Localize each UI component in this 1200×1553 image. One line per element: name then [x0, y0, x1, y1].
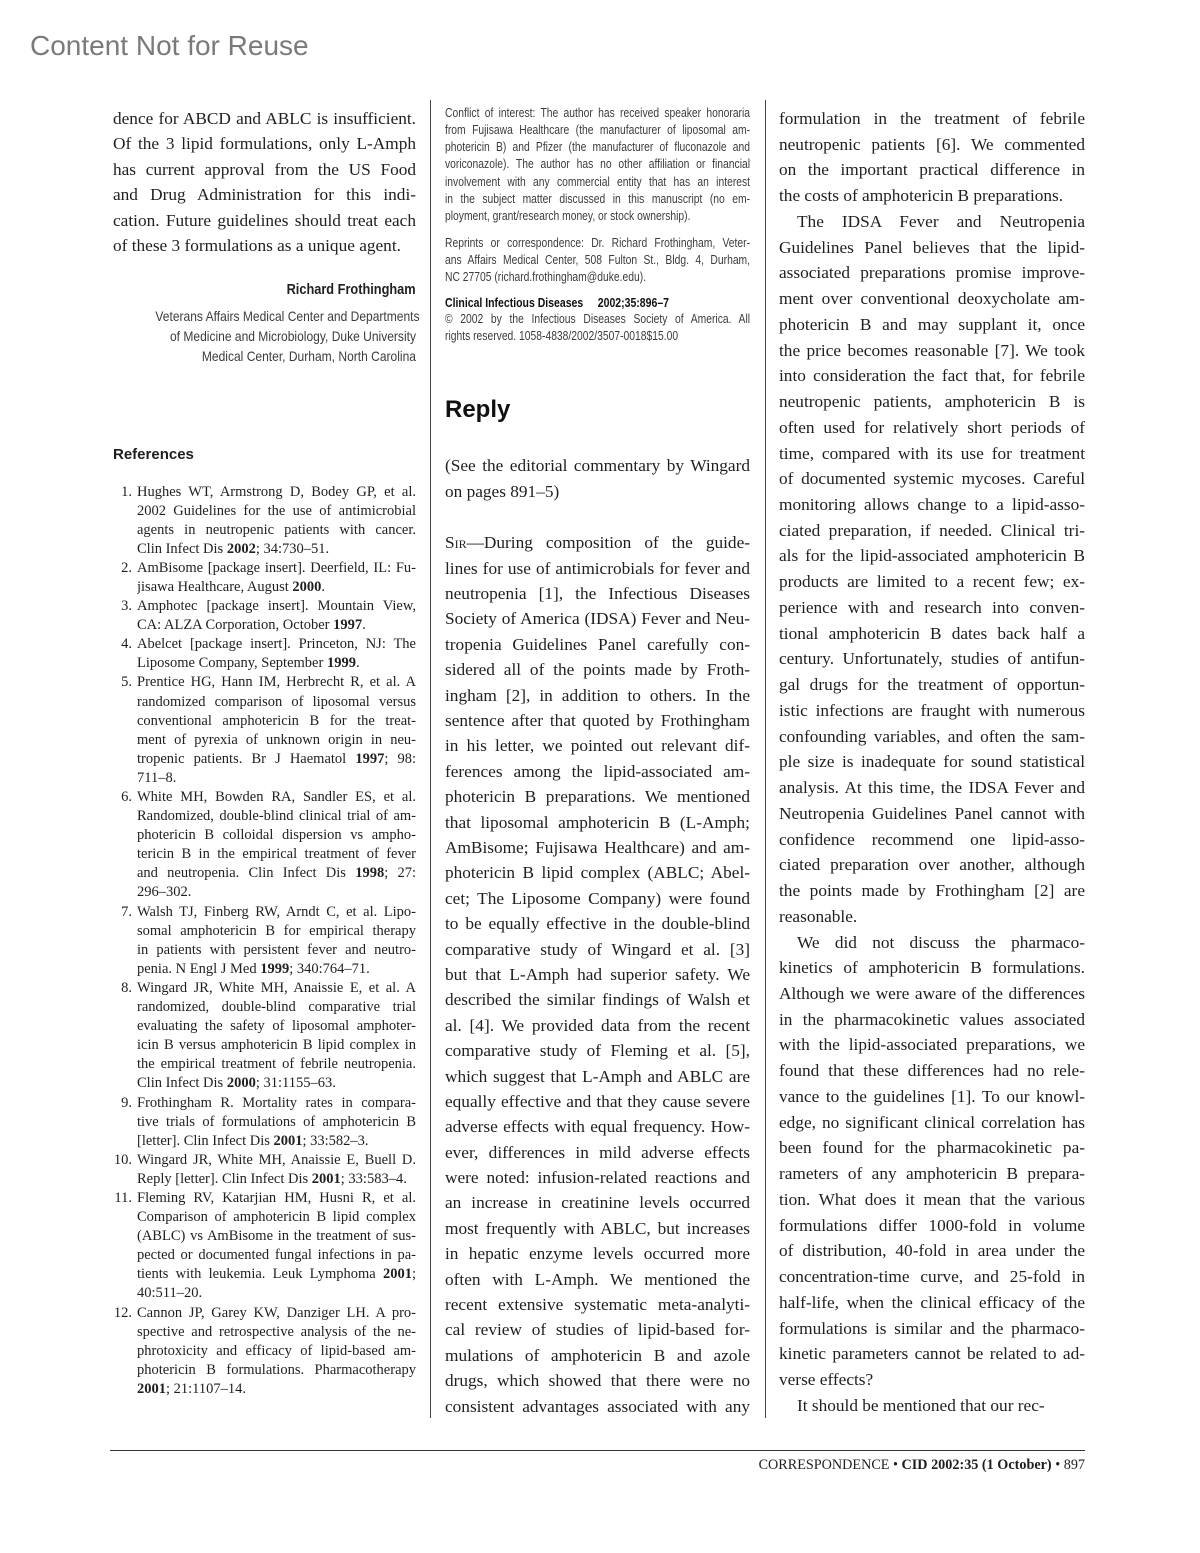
text-line: photericin B colloidal dispersion vs ampho- — [137, 827, 416, 844]
text-line: tericin B in the empirical treatment of fever — [137, 846, 416, 863]
text-line — [137, 578, 416, 597]
journal-name: Clinical Infectious Diseases — [445, 294, 584, 310]
text-line: icin B versus amphotericin B lipid complex in — [137, 1037, 416, 1054]
text-line: Although we were aware of the differences — [779, 983, 1085, 1003]
reply-body — [445, 530, 750, 1419]
journal-citation — [445, 294, 750, 311]
text-line: Abelcet [package insert]. Princeton, NJ: The — [137, 636, 416, 653]
text-line: tional amphotericin B dates back half a — [779, 623, 1085, 643]
text-line: randomized comparison of liposomal versus — [137, 693, 416, 710]
text-line: most frequently with ABLC, but increases — [445, 1218, 750, 1238]
reference-number: 2. — [121, 559, 132, 576]
reference-item — [113, 1304, 416, 1399]
text-line — [137, 540, 416, 559]
text-line: century. Unfortunately, studies of antifun- — [779, 649, 1085, 669]
text-line: perience with and research into conven- — [779, 597, 1085, 617]
text-line: the price becomes reasonable [7]. We took — [779, 340, 1085, 360]
text-line: Frothingham R. Mortality rates in compara- — [137, 1094, 416, 1111]
text-segment: ; 33:582–3. — [302, 1132, 369, 1149]
text-line — [137, 960, 416, 979]
text-line: (ABLC) vs AmBisome in the treatment of sus- — [137, 1228, 416, 1245]
text-line: into consideration the fact that, for febrile — [779, 366, 1085, 386]
text-segment: and neutropenia. Clin Infect Dis — [137, 865, 356, 882]
text-line: Comparison of amphotericin B lipid complex — [137, 1209, 416, 1226]
text-segment: ; 21:1107–14. — [166, 1380, 247, 1397]
text-line: associated preparations promise improve- — [779, 263, 1085, 283]
footer-rule — [110, 1450, 1085, 1451]
text-line: verse effects? — [779, 1369, 874, 1389]
text-line: formulation in the treatment of febrile — [779, 109, 1085, 128]
text-segment: tients with leukemia. Leuk Lymphoma — [137, 1266, 383, 1283]
text-segment: ; — [411, 1266, 416, 1283]
footer-section: CORRESPONDENCE — [758, 1457, 890, 1473]
text-line: with the lipid-associated preparations, we — [779, 1035, 1085, 1055]
page-footer — [759, 1457, 1085, 1474]
text-segment: Clin Infect Dis — [137, 1075, 227, 1092]
text-line: It should be mentioned that our rec- — [797, 1395, 1045, 1415]
text-line: Conflict of interest: The author has received speaker honoraria — [445, 105, 751, 120]
text-line: edge, no significant clinical correlation has — [779, 1112, 1085, 1132]
text-line: the costs of amphotericin B preparations. — [779, 186, 1064, 206]
footer-separator: • — [1055, 1457, 1061, 1473]
text-line: cal review of studies of lipid-based for- — [445, 1320, 750, 1340]
text-line: an increase in creatinine levels occurred — [445, 1193, 750, 1213]
text-line: Fleming RV, Katarjian HM, Husni R, et al. — [137, 1189, 416, 1206]
year-bold: 2000 — [292, 578, 322, 595]
text-line: Wingard JR, White MH, Anaissie E, Buell D. — [137, 1151, 416, 1168]
text-line: conventional amphotericin B for the treat- — [137, 712, 416, 729]
text-line: monitoring allows change to a lipid-asso- — [779, 495, 1085, 515]
text-line: Walsh TJ, Finberg RW, Arndt C, et al. Lipo- — [137, 903, 416, 920]
text-line: ever, differences in mild adverse effects — [445, 1142, 750, 1162]
reference-number: 1. — [121, 483, 132, 500]
footer-separator: • — [893, 1457, 898, 1473]
text-line: ployment, grant/research money, or stock ownership). — [445, 209, 691, 224]
reference-item — [113, 673, 416, 788]
text-line: pected or documented fungal infections in pa- — [137, 1247, 416, 1264]
text-line: lines for use of antimicrobials for fever and — [445, 558, 750, 578]
text-line: Of the 3 lipid formulations, only L-Amph — [113, 134, 416, 154]
text-line: Cannon JP, Garey KW, Danziger LH. A pro- — [137, 1304, 416, 1321]
text-line: in patients with persistent fever and neutro- — [137, 941, 416, 958]
reference-number: 7. — [121, 903, 132, 920]
year-bold: 2000 — [226, 1075, 256, 1092]
text-segment: . — [321, 578, 326, 595]
reference-number: 11. — [114, 1189, 132, 1206]
text-line: the points made by Frothingham [2] are — [779, 881, 1085, 901]
text-line: ans Affairs Medical Center, 508 Fulton St., Bldg. 4, Durham, — [445, 252, 751, 267]
text-line: ciated preparation, if needed. Clinical tri- — [779, 520, 1085, 540]
text-line: evaluating the safety of liposomal amphoter- — [137, 1018, 416, 1035]
year-bold: 2001 — [273, 1132, 303, 1149]
year-bold: 2001 — [137, 1380, 166, 1397]
reference-item — [113, 483, 416, 559]
text-line: Hughes WT, Armstrong D, Bodey GP, et al. — [137, 483, 416, 500]
text-line: ferences among the lipid-associated am- — [445, 761, 750, 781]
text-line: AmBisome; Fujisawa Healthcare) and am- — [445, 837, 750, 857]
text-line: tropenia Guidelines Panel carefully con- — [445, 634, 750, 654]
text-line: of these 3 formulations as a unique agent. — [113, 235, 401, 255]
text-line: been found for the pharmacokinetic pa- — [779, 1138, 1085, 1158]
letter-author: Richard Frothingham — [286, 282, 416, 298]
text-line: cet; The Liposome Company) were found — [445, 888, 750, 908]
text-line: 2002 Guidelines for the use of antimicrobial — [137, 502, 416, 519]
text-segment: jisawa Healthcare, August — [137, 578, 293, 595]
text-line: analysis. At this time, the IDSA Fever and — [779, 778, 1085, 798]
text-segment: [letter]. Clin Infect Dis — [137, 1132, 274, 1149]
text-line: The IDSA Fever and Neutropenia — [797, 211, 1085, 231]
year-bold: 2001 — [382, 1266, 412, 1283]
text-line: phrotoxicity and efficacy of lipid-based am- — [137, 1342, 416, 1359]
text-line: White MH, Bowden RA, Sandler ES, et al. — [137, 789, 416, 805]
text-segment: Liposome Company, September — [137, 655, 327, 672]
text-line: to be equally effective in the double-blind — [445, 914, 750, 934]
text-line: Neutropenia Guidelines Panel cannot with — [779, 803, 1085, 823]
text-segment: ; 34:730–51. — [255, 540, 330, 557]
text-line: in his letter, we pointed out relevant dif- — [445, 736, 750, 756]
text-line: als for the lipid-associated amphotericin B — [779, 546, 1085, 566]
text-line: half-life, when the clinical efficacy of the — [779, 1292, 1085, 1312]
text-segment: penia. N Engl J Med — [137, 960, 261, 977]
text-segment: ; 33:583–4. — [340, 1170, 407, 1187]
text-line: photericin B lipid complex (ABLC; Abel- — [445, 863, 750, 883]
text-line — [137, 864, 416, 883]
text-line: time, compared with its use for treatment — [779, 443, 1085, 463]
reply-heading: Reply — [445, 396, 511, 423]
text-segment: CA: ALZA Corporation, October — [137, 617, 334, 634]
text-line: has current approval from the US Food — [113, 159, 416, 179]
text-line: Guidelines Panel believes that the lipid- — [779, 237, 1085, 257]
reference-item — [113, 903, 416, 979]
text-line: sidered all of the points made by Froth- — [445, 660, 750, 680]
reference-item — [113, 635, 416, 673]
text-line: comparative study of Wingard et al. [3] — [445, 939, 750, 959]
text-line: from Fujisawa Healthcare (the manufacturer of liposomal am- — [445, 122, 751, 137]
text-line: involvement with any commercial entity that has an interest — [445, 174, 751, 189]
text-line: randomized, double-blind comparative trial — [137, 999, 416, 1016]
text-line: drugs, which showed that there were no — [445, 1371, 750, 1391]
text-line: NC 27705 (richard.frothingham@duke.edu). — [445, 270, 647, 285]
text-line: the empirical treatment of febrile neutropenia. — [137, 1056, 416, 1073]
reprints-note — [445, 235, 750, 287]
column-divider — [765, 100, 766, 1418]
text-line: 711–8. — [137, 769, 177, 786]
text-segment: tropenic patients. Br J Haematol — [137, 750, 356, 767]
text-line: © 2002 by the Infectious Diseases Society of America. All — [445, 312, 751, 326]
reference-item — [113, 597, 416, 635]
text-segment: Reply [letter]. Clin Infect Dis — [137, 1170, 312, 1187]
text-line: in the subject matter discussed in this manuscript (no em- — [445, 191, 751, 206]
page-number: 897 — [1063, 1457, 1085, 1473]
text-line: ciated preparation over another, although — [779, 855, 1085, 875]
text-segment: ; 98: — [384, 750, 416, 767]
text-line — [137, 1170, 416, 1189]
text-line: neutropenia [1], the Infectious Diseases — [445, 584, 750, 604]
text-line: ingham [2], in addition to others. In the — [445, 685, 750, 705]
year-bold: 2002 — [226, 540, 256, 557]
journal-volume-pages: 2002;35:896–7 — [597, 294, 669, 310]
affiliation-line: Medical Center, Durham, North Carolina — [201, 348, 416, 364]
text-line: tion. What does it mean that the various — [779, 1189, 1085, 1209]
text-line: and Drug Administration for this indi- — [113, 185, 416, 205]
text-line: but that L-Amph had superior safety. We — [445, 964, 750, 984]
text-line — [137, 750, 416, 769]
footer-journal: CID 2002:35 (1 October) — [901, 1457, 1052, 1473]
text-line: (See the editorial commentary by Wingard — [445, 456, 750, 475]
text-line: gal drugs for the treatment of opportun- — [779, 675, 1085, 695]
text-line: concentration-time curve, and 25-fold in — [779, 1267, 1085, 1287]
reference-number: 6. — [121, 789, 132, 805]
text-line: somal amphotericin B for empirical therapy — [137, 922, 416, 939]
text-segment: . — [355, 655, 360, 672]
text-line: equally effective and that they cause severe — [445, 1091, 750, 1111]
editorial-note — [445, 453, 750, 505]
text-segment: ; 31:1155–63. — [255, 1075, 336, 1092]
text-line: We did not discuss the pharmaco- — [797, 932, 1085, 952]
right-column-text — [779, 106, 1085, 1418]
text-line: photericin B preparations. We mentioned — [445, 787, 750, 807]
reference-number: 12. — [113, 1304, 132, 1321]
reference-number: 9. — [121, 1094, 132, 1111]
text-line: neutropenic patients, amphotericin B is — [779, 392, 1085, 412]
text-line: kinetics of amphotericin B formulations. — [779, 958, 1085, 978]
text-line: neutropenic patients [6]. We commented — [779, 134, 1085, 154]
text-line: often with L-Amph. We mentioned the — [445, 1269, 750, 1289]
text-line — [137, 654, 416, 673]
text-line: Randomized, double-blind clinical trial of am- — [137, 808, 416, 825]
text-line: described the similar findings of Walsh et — [445, 990, 750, 1010]
affiliation-line: Veterans Affairs Medical Center and Departments — [155, 308, 420, 324]
text-line: of documented systemic mycoses. Careful — [779, 469, 1085, 489]
reference-item — [113, 788, 416, 903]
text-line: rights reserved. 1058-4838/2002/3507-0018$15.00 — [445, 329, 679, 344]
text-line: Prentice HG, Hann IM, Herbrecht R, et al. A — [137, 674, 416, 691]
text-line — [137, 1265, 416, 1284]
affiliation-line: of Medicine and Microbiology, Duke University — [169, 328, 416, 344]
text-line: dence for ABCD and ABLC is insufficient. — [113, 109, 416, 128]
text-line: tive trials of formulations of amphotericin B — [137, 1113, 416, 1130]
text-line: of distribution, 40-fold in area under the — [779, 1241, 1085, 1261]
text-line: rameters of any amphotericin B prepara- — [779, 1164, 1085, 1184]
author-affiliation — [113, 306, 420, 366]
references-heading: References — [113, 446, 194, 463]
text-line: in hepatic enzyme levels occurred more — [445, 1244, 750, 1264]
column-divider — [430, 100, 431, 1418]
text-line: 296–302. — [137, 884, 192, 901]
text-line: products are limited to a recent few; ex- — [779, 572, 1085, 592]
text-line: 40:511–20. — [137, 1285, 203, 1302]
text-line-rest: —During composition of the guide- — [466, 533, 750, 553]
salutation: Sir — [445, 533, 467, 553]
text-line: on pages 891–5) — [445, 482, 560, 501]
text-line: photericin B and may supplant it, once — [779, 314, 1085, 334]
text-line: istic infections are fraught with numerous — [779, 700, 1085, 720]
text-line: sentence after that quoted by Frothingham — [445, 711, 750, 731]
text-line — [137, 1132, 416, 1151]
text-line: on the important practical difference in — [779, 160, 1085, 180]
text-line: adverse effects with equal frequency. How- — [445, 1117, 750, 1137]
text-line: Society of America (IDSA) Fever and Neu- — [445, 609, 750, 629]
text-line: often used for relatively short periods of — [779, 417, 1085, 437]
left-column-text — [113, 106, 416, 258]
text-line: Wingard JR, White MH, Anaissie E, et al. A — [137, 979, 416, 996]
text-line — [137, 616, 416, 635]
text-line: mulations of amphotericin B and azole — [445, 1345, 750, 1365]
year-bold: 1997 — [333, 617, 363, 634]
text-segment: . — [362, 617, 366, 634]
text-line: confidence recommend one lipid-asso- — [779, 829, 1085, 849]
text-line: AmBisome [package insert]. Deerfield, IL: Fu- — [137, 559, 416, 576]
text-segment: ; 27: — [384, 865, 416, 882]
text-segment: Clin Infect Dis — [137, 540, 227, 557]
text-line: were noted: infusion-related reactions and — [445, 1168, 750, 1188]
year-bold: 1998 — [355, 865, 385, 882]
text-line: Amphotec [package insert]. Mountain View, — [137, 598, 416, 615]
text-line: recent extensive systematic meta-analyti- — [445, 1295, 750, 1315]
text-line: reasonable. — [779, 906, 858, 926]
text-line: in the pharmacokinetic values associated — [779, 1009, 1085, 1029]
text-line: vance to the guidelines [1]. To our knowl- — [779, 1086, 1085, 1106]
reference-item — [113, 559, 416, 597]
text-line: that liposomal amphotericin B (L-Amph; — [445, 812, 750, 832]
reference-item — [113, 1189, 416, 1304]
text-line: comparative study of Fleming et al. [5], — [445, 1041, 750, 1061]
references-list — [113, 483, 416, 1400]
copyright-note — [445, 311, 750, 346]
reference-number: 3. — [121, 598, 132, 615]
reference-number: 4. — [121, 636, 132, 653]
text-line — [137, 1380, 416, 1399]
text-line: agents in neutropenic patients with cancer. — [137, 521, 416, 538]
year-bold: 1999 — [326, 655, 356, 672]
text-line: al. [4]. We provided data from the recent — [445, 1015, 750, 1035]
watermark: Content Not for Reuse — [30, 30, 309, 61]
text-line: formulations is similar and the pharmaco- — [779, 1318, 1085, 1338]
conflict-of-interest-note — [445, 105, 750, 226]
text-line: voriconazole). The author has no other affiliation or financial — [445, 157, 751, 172]
text-line: Reprints or correspondence: Dr. Richard Frothingham, Veter- — [445, 235, 751, 250]
text-line: formulations differ 1000-fold in volume — [779, 1215, 1085, 1235]
reference-number: 8. — [121, 979, 132, 996]
text-line: found that these differences had no rele- — [779, 1061, 1085, 1081]
reference-item — [113, 1094, 416, 1151]
year-bold: 1997 — [355, 750, 385, 767]
text-line: photericin B) and Pfizer (the manufacturer of fluconazole and — [445, 140, 751, 155]
reference-item — [113, 979, 416, 1094]
year-bold: 1999 — [260, 960, 290, 977]
year-bold: 2001 — [311, 1170, 341, 1187]
reference-number: 5. — [121, 674, 132, 691]
text-line — [137, 1074, 416, 1093]
text-line: which suggest that L-Amph and ABLC are — [445, 1066, 750, 1086]
text-line: cation. Future guidelines should treat each — [113, 210, 416, 230]
text-line: kinetic parameters cannot be related to ad- — [779, 1344, 1085, 1364]
reference-item — [113, 1151, 416, 1189]
text-line: ment over conventional deoxycholate am- — [779, 289, 1085, 309]
text-segment: ; 340:764–71. — [289, 960, 370, 977]
text-line: spective and retrospective analysis of the ne- — [137, 1323, 416, 1340]
text-line: ment of pyrexia of unknown origin in neu- — [137, 731, 416, 748]
text-line: consistent advantages associated with any — [445, 1396, 750, 1416]
text-line: ple size is inadequate for sound statistical — [779, 752, 1085, 772]
text-line — [445, 530, 750, 555]
text-line: confounding variables, and often the sam- — [779, 726, 1085, 746]
reference-number: 10. — [113, 1151, 132, 1168]
text-line: photericin B formulations. Pharmacotherapy — [137, 1361, 416, 1378]
